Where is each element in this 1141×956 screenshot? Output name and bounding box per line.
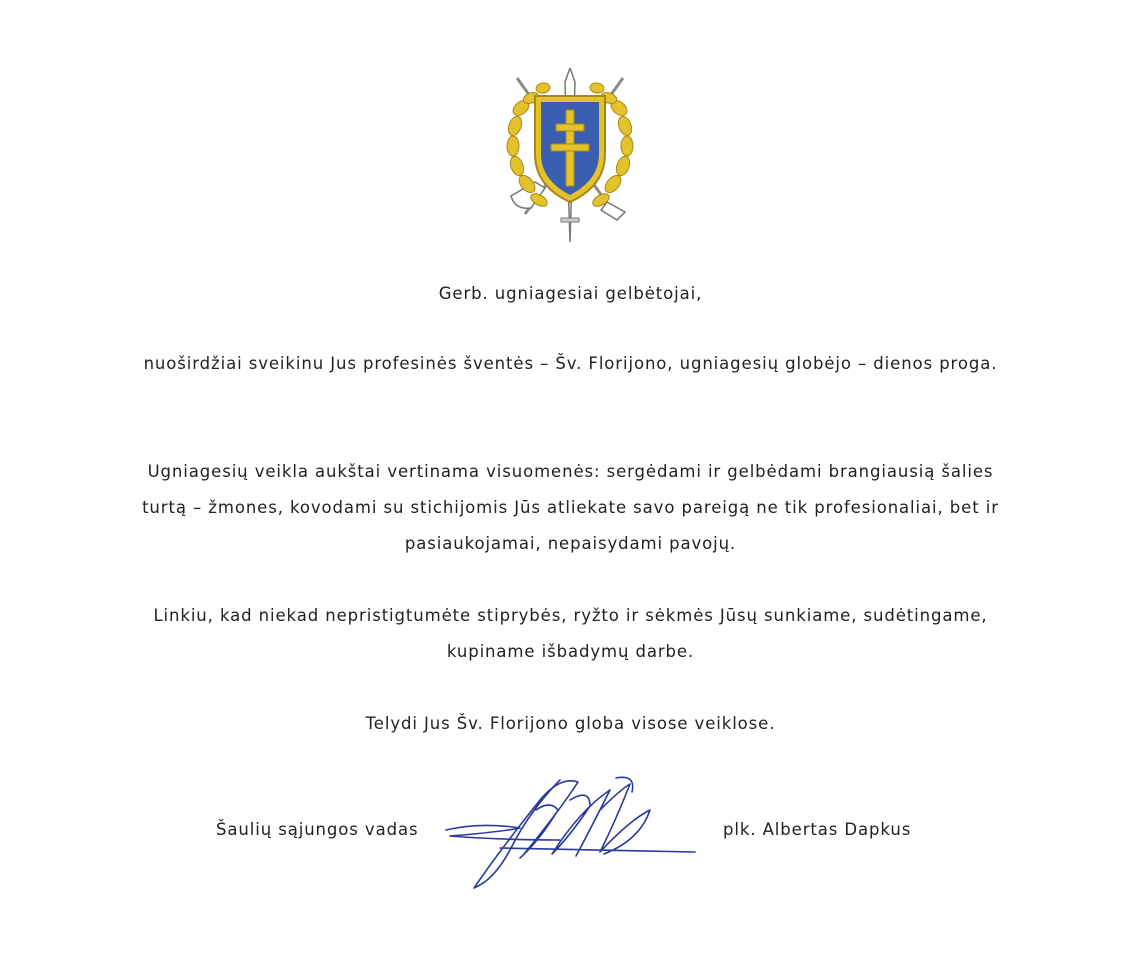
riflemen-union-emblem-icon bbox=[503, 68, 637, 244]
paragraph-wishes: nuoširdžiai sveikinu Jus profesinės šventės – Šv. Florijono, ugniagesių globėjo – dienos proga. bbox=[143, 354, 998, 373]
blessing: Telydi Jus Šv. Florijono globa visose veiklose. bbox=[365, 714, 776, 733]
greeting: Gerb. ugniagesiai gelbėtojai, bbox=[438, 284, 703, 303]
paragraph-praise: Ugniagesių veikla aukštai vertinama visuomenės: sergėdami ir gelbėdami brangiausią šalies turtą – žmones, kovodami su stichijomis Jūs atliekate savo pareigą ne tik profesionaliai, bet ir pasiaukojamai, nepaisydami pavojų. bbox=[142, 462, 999, 553]
handwritten-signature bbox=[440, 770, 702, 892]
signer-name: plk. Albertas Dapkus bbox=[723, 820, 912, 839]
signer-role: Šaulių sąjungos vadas bbox=[216, 820, 419, 839]
paragraph-wish-strength: Linkiu, kad niekad nepristigtumėte stiprybės, ryžto ir sėkmės Jūsų sunkiame, sudėtingame, kupiname išbadymų darbe. bbox=[153, 606, 988, 661]
